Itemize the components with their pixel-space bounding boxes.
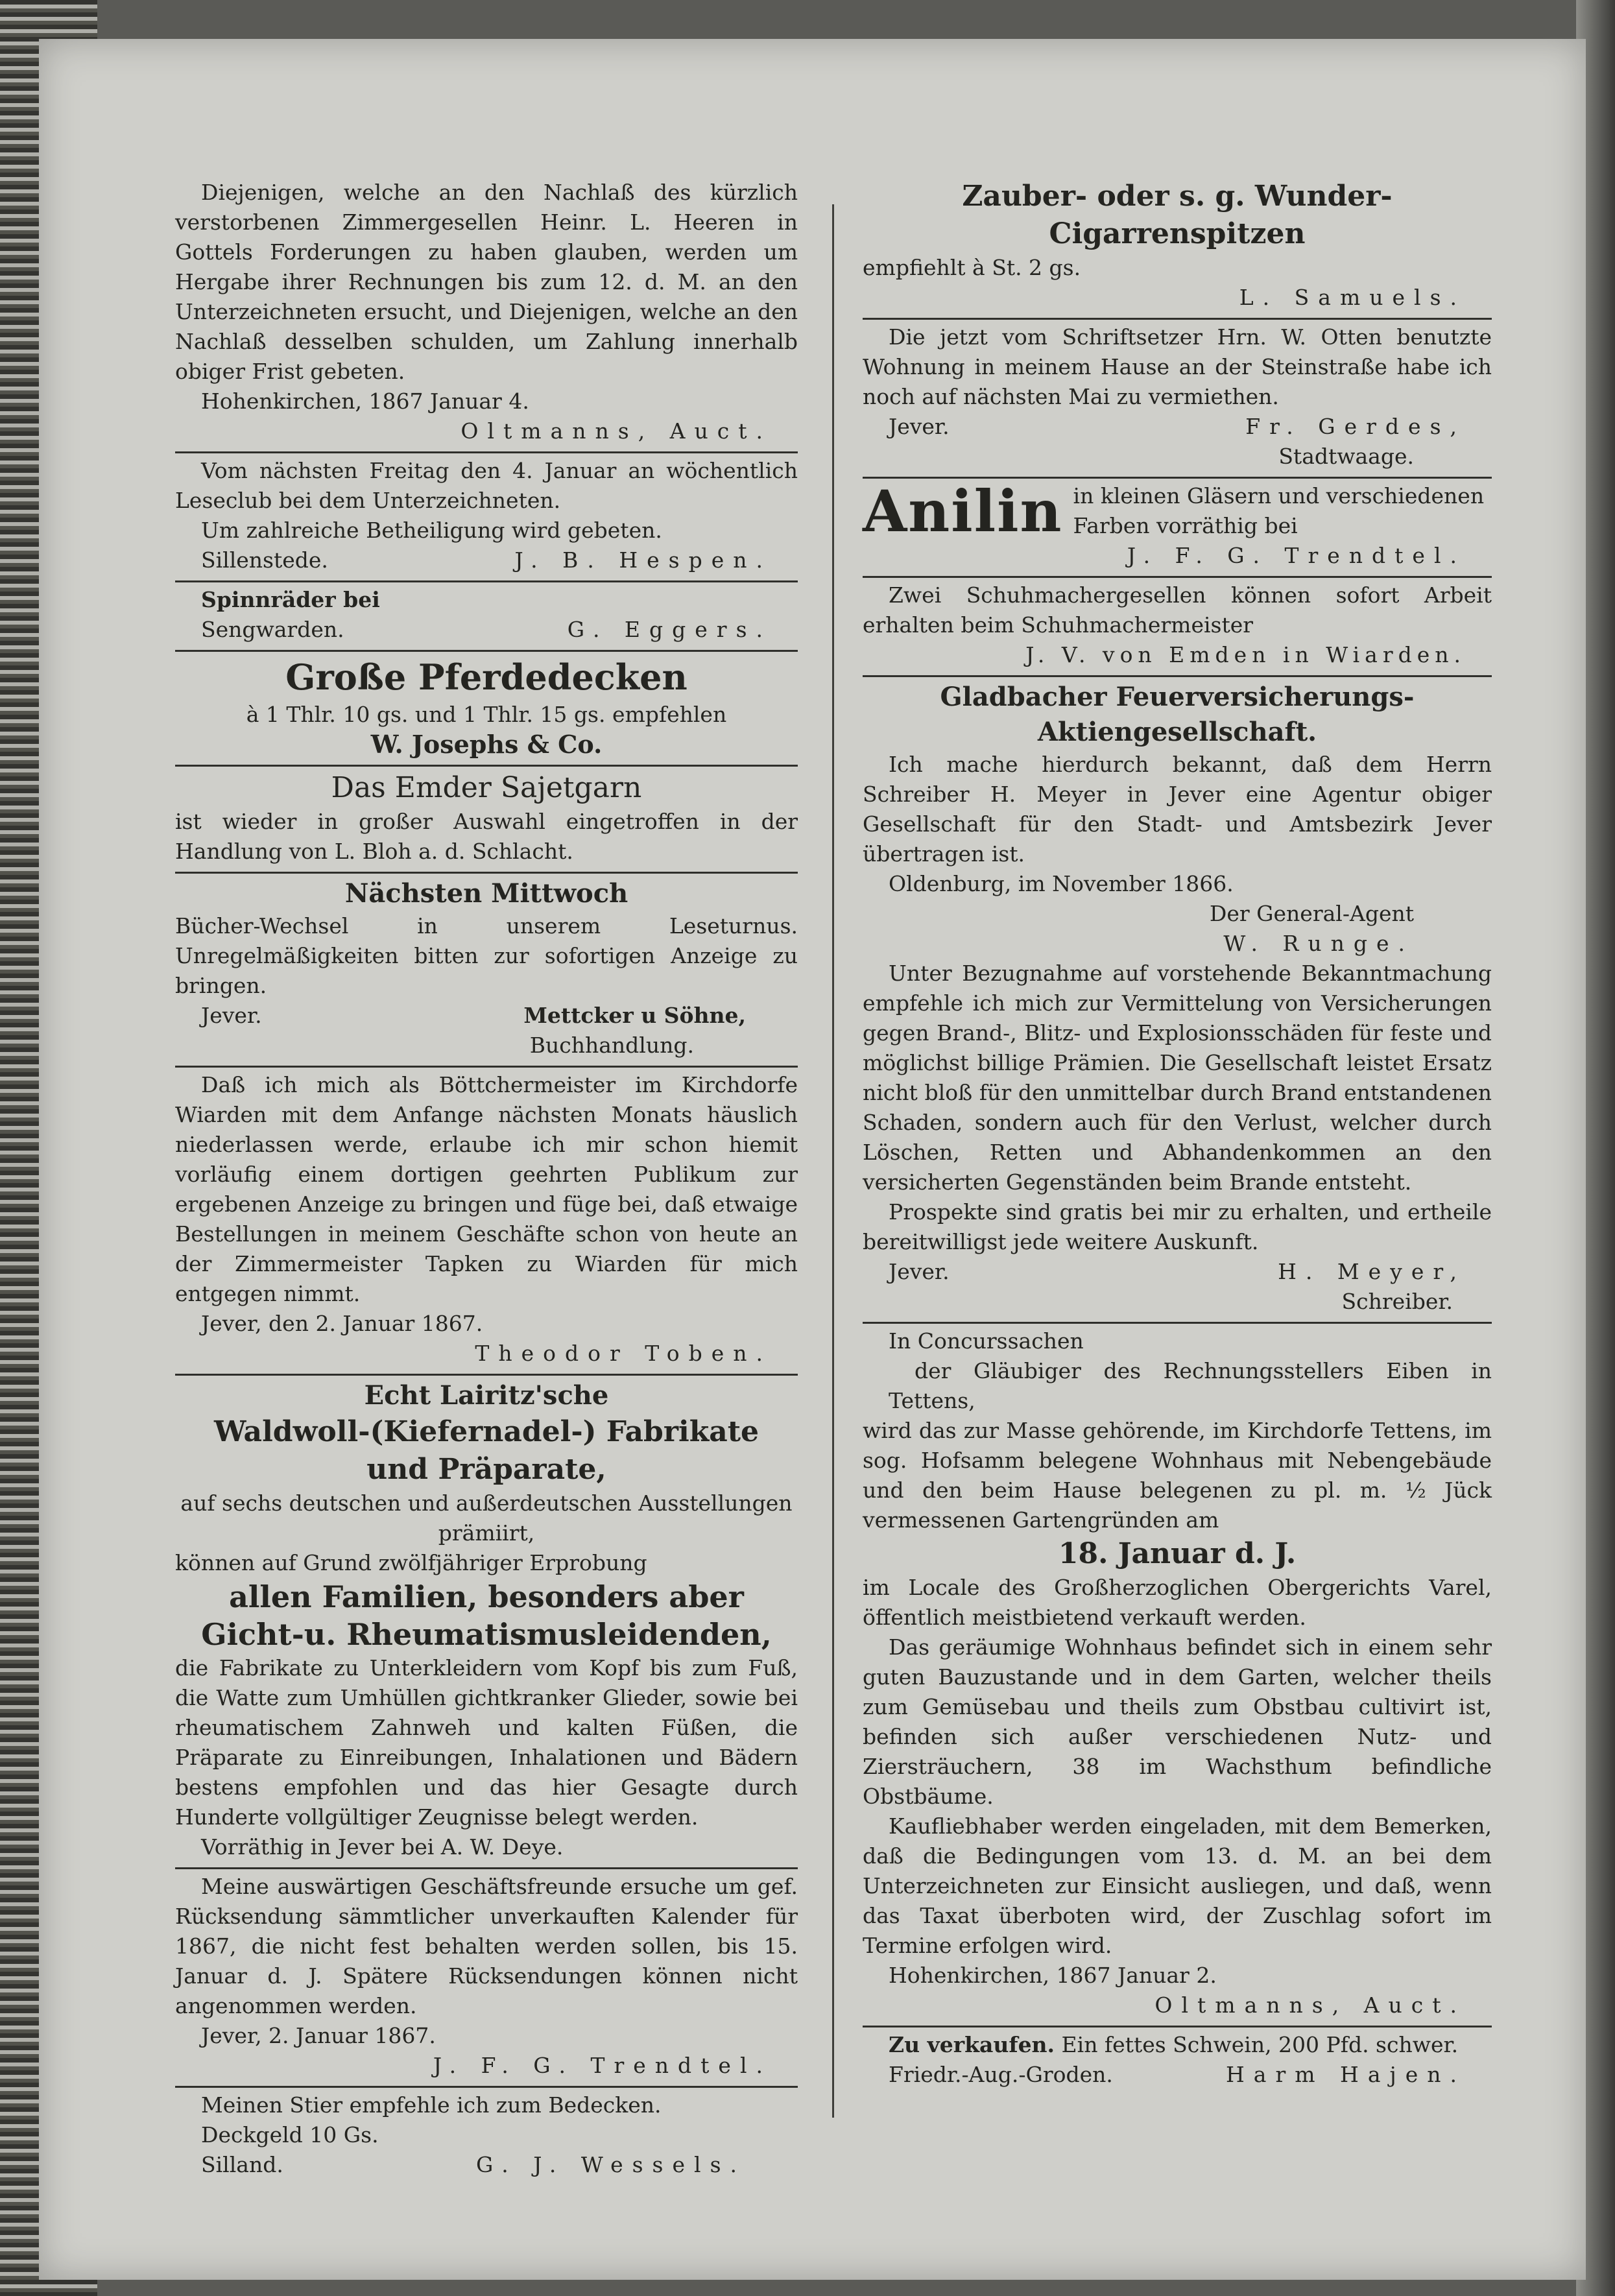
ad-text: Meinen Stier empfehle ich zum Bedecken. [201, 2092, 662, 2118]
ad-heading-2: Aktiengesellschaft. [1037, 717, 1317, 747]
ad-signer: Fr. Gerdes, [1245, 414, 1466, 439]
ad-text: Meine auswärtigen Geschäftsfreunde ersuche um gef. Rücksendung sämmtlicher unverkauften Kalender für 1867, die nicht fest behalten werden sollen, bis 15. Januar d. J. Spätere Rücksendungen können nicht angenommen werden. [175, 1874, 798, 2018]
ad-heading-4: allen Familien, besonders aber [229, 1579, 744, 1614]
ad-text: Vom nächsten Freitag den 4. Januar an wöchentlich Leseclub bei dem Unterzeichneten. [175, 458, 798, 513]
ad-text-2: Um zahlreiche Betheiligung wird gebeten. [201, 518, 662, 543]
ad-signer: W. Josephs & Co. [370, 730, 603, 759]
column-divider [832, 204, 834, 2118]
ad-text: ist wieder in großer Auswahl eingetroffen in der Handlung von L. Bloh a. d. Schlacht. [175, 809, 798, 864]
ad-text-4: im Locale des Großherzoglichen Obergerichts Varel, öffentlich meistbietend verkauft werden. [863, 1575, 1492, 1630]
ad-heading-5: Gicht-u. Rheumatismusleidenden, [201, 1617, 772, 1652]
ad-place: Jever. [889, 1259, 950, 1284]
ad-schwein [863, 2026, 1492, 2095]
ad-text-1: Ich mache hierdurch bekannt, daß dem Herrn Schreiber H. Meyer in Jever eine Agentur obiger Gesellschaft für den Stadt- und Amtsbezirk Jever übertragen ist. [863, 752, 1492, 867]
ad-text: Bücher-Wechsel in unserem Leseturnus. Unregelmäßigkeiten bitten zur sofortigen Anzeige zu bringen. [175, 913, 798, 998]
ad-text-3: Der General-Agent [1209, 901, 1414, 926]
ad-kalender-ruecksendung [175, 1867, 798, 2086]
ad-heeren-estate [175, 175, 798, 451]
ad-lairitz-waldwoll [175, 1374, 798, 1867]
ad-signer: J. B. Hespen. [514, 547, 772, 573]
ad-gladbacher-versicherung [863, 675, 1492, 1322]
ad-wohnung-vermiethen [863, 318, 1492, 477]
ad-place: Jever. [889, 414, 950, 439]
ad-place: Sengwarden. [201, 617, 344, 642]
ad-text-2: Deckgeld 10 Gs. [201, 2122, 379, 2147]
ad-mittwoch [175, 872, 798, 1066]
ad-text-4: Vorräthig in Jever bei A. W. Deye. [201, 1834, 564, 1860]
ad-text: Ein fettes Schwein, 200 Pfd. schwer. [1061, 2032, 1459, 2057]
ad-place-date: Jever, den 2. Januar 1867. [201, 1311, 483, 1336]
ad-text: à 1 Thlr. 10 gs. und 1 Thlr. 15 gs. empfehlen [246, 702, 727, 727]
ad-heading: Anilin [863, 477, 1063, 545]
ad-text-2: können auf Grund zwölfjähriger Erprobung [175, 1550, 647, 1575]
ad-heading: Das Emder Sajetgarn [331, 771, 642, 804]
ad-text-5: Unter Bezugnahme auf vorstehende Bekanntmachung empfehle ich mich zur Vermittelung von Versicherungen gegen Brand-, Blitz- und Explosionsschäden für feste und möglichst billige Prämien. Die Gesellschaft leistet Ersatz nicht bloß für den unmittelbar durch Brand entstandenen Schaden, sondern auch für den Verlust, welcher durch Löschen, Retten und Abhandenkommen an den versicherten Gegenständen beim Brande entsteht. [863, 961, 1492, 1195]
ad-place: Jever. [201, 1003, 262, 1028]
ad-text-4: W. Runge. [1223, 931, 1414, 956]
ad-text-6: Prospekte sind gratis bei mir zu erhalten, und ertheile bereitwilligst jede weitere Auskunft. [863, 1199, 1492, 1254]
ad-heading-2: Waldwoll-(Kiefernadel-) Fabrikate [213, 1415, 760, 1448]
ad-signer: G. Eggers. [567, 617, 772, 642]
ad-place-date: Jever, 2. Januar 1867. [201, 2023, 436, 2048]
left-column [175, 175, 798, 2185]
ad-schuhmachergesellen [863, 576, 1492, 675]
ad-text: Daß ich mich als Böttchermeister im Kirchdorfe Wiarden mit dem Anfange nächsten Monats häuslich niederlassen werde, erlaube ich mir schon hiemit vorläufig einem dortigen geehrten Publikum zur ergebenen Anzeige zu bringen und füge bei, daß etwaige Bestellungen in meinem Geschäfte schon von heute an der Zimmermeister Tapken zu Wiarden für mich entgegen nimmt. [175, 1072, 798, 1306]
ad-heading-3: und Präparate, [366, 1453, 606, 1486]
ad-signer: L. Samuels. [1239, 285, 1466, 310]
ad-heading-1: Gladbacher Feuerversicherungs- [940, 682, 1415, 712]
ad-text: Zwei Schuhmachergesellen können sofort Arbeit erhalten beim Schuhmachermeister [863, 582, 1492, 638]
ad-text-3: wird das zur Masse gehörende, im Kirchdorfe Tettens, im sog. Hofsamm belegene Wohnhaus mit Nebengebäude und den beim Hause belegenen zu pl. m. ½ Jück vermessenen Gartengründen am [863, 1418, 1492, 1533]
ad-text-6: Kaufliebhaber werden eingeladen, mit dem Bemerken, daß die Bedingungen vom 13. d. M. an bei dem Unterzeichneten zur Einsicht ausliegen, und daß, wenn das Taxat überboten wird, der Zuschlag sofort im Termine erfolgen wird. [863, 1813, 1492, 1958]
ad-text-5: Das geräumige Wohnhaus befindet sich in einem sehr guten Bauzustande und in dem Garten, welcher theils zum Gemüsebau und theils zum Obstbau cultivirt ist, befinden sich außer verschiedenen Nutz- und Ziersträuchern, 38 im Wachsthum befindliche Obstbäume. [863, 1634, 1492, 1809]
ad-anilin [863, 477, 1492, 576]
ad-signer-2: Stadtwaage. [1278, 444, 1414, 469]
ad-text: in kleinen Gläsern und verschiedenen Farben vorräthig bei [1073, 483, 1485, 538]
ad-signer: J. F. G. Trendtel. [433, 2053, 772, 2078]
ad-text-1: auf sechs deutschen und außerdeutschen Ausstellungen prämiirt, [180, 1490, 793, 1546]
ad-date: 18. Januar d. J. [1058, 1537, 1297, 1570]
ad-signer: Oltmanns, Auct. [1154, 1992, 1466, 2018]
ad-place: Silland. [201, 2152, 283, 2177]
ad-heading: Zu verkaufen. [889, 2032, 1055, 2057]
ad-signer: J. F. G. Trendtel. [1127, 543, 1466, 568]
ad-text: Spinnräder bei [201, 587, 380, 612]
ad-text: Die jetzt vom Schriftsetzer Hrn. W. Otten benutzte Wohnung in meinem Hause an der Steinstraße habe ich noch auf nächsten Mai zu vermiethen. [863, 324, 1492, 409]
ad-boettchermeister [175, 1066, 798, 1374]
ad-text: empfiehlt à St. 2 gs. [863, 255, 1081, 280]
ad-signer-2: Buchhandlung. [529, 1033, 694, 1058]
ad-spinnraeder [175, 580, 798, 650]
ad-heading-2: Cigarrenspitzen [1049, 217, 1306, 250]
ad-signer: Oltmanns, Auct. [461, 418, 772, 444]
ad-concurssachen [863, 1322, 1492, 2026]
ad-text-3: die Fabrikate zu Unterkleidern vom Kopf bis zum Fuß, die Watte zum Umhüllen gichtkranker Glieder, sowie bei rheumatischem Zahnweh und kalten Füßen, die Präparate zu Einreibungen, Inhalationen und Bädern bestens empfohlen und das hier Gesagte durch Hunderte vollgültiger Zeugnisse belegt werden. [175, 1655, 798, 1830]
ad-text-2: Oldenburg, im November 1866. [889, 871, 1234, 896]
ad-sajetgarn [175, 765, 798, 872]
ad-leseclub [175, 451, 798, 580]
ad-place: Sillenstede. [201, 547, 328, 573]
right-column [863, 175, 1492, 2095]
ad-heading: Nächsten Mittwoch [344, 878, 628, 909]
ad-place-date: Hohenkirchen, 1867 Januar 2. [889, 1963, 1217, 1988]
ad-heading-1: Zauber- oder s. g. Wunder- [962, 180, 1393, 213]
ad-heading: Große Pferdedecken [285, 656, 688, 698]
ad-text: Diejenigen, welche an den Nachlaß des kürzlich verstorbenen Zimmergesellen Heinr. L. Heeren in Gottels Forderungen zu haben glauben, werden um Hergabe ihrer Rechnungen bis zum 12. d. M. an den Unterzeichneten ersucht, und Diejenigen, welche an den Nachlaß desselben schulden, um Zahlung innerhalb obiger Frist gebeten. [175, 180, 798, 384]
ad-text-1: In Concurssachen [889, 1328, 1084, 1354]
ad-place-date: Hohenkirchen, 1867 Januar 4. [201, 389, 529, 414]
ad-signer-2: Schreiber. [1341, 1289, 1453, 1314]
ad-heading-1: Echt Lairitz'sche [364, 1380, 609, 1411]
ad-signer: Mettcker u Söhne, [523, 1003, 746, 1028]
ad-signer: Harm Hajen. [1226, 2062, 1466, 2087]
ad-signer: Theodor Toben. [475, 1341, 772, 1366]
ad-cigarrenspitzen [863, 175, 1492, 318]
ad-stier [175, 2086, 798, 2185]
ad-signer: J. V. von Emden in Wiarden. [1025, 642, 1466, 667]
ad-pferdedecken [175, 650, 798, 765]
ad-text-2: der Gläubiger des Rechnungsstellers Eiben in Tettens, [889, 1358, 1492, 1413]
ad-place: Friedr.-Aug.-Groden. [889, 2062, 1113, 2087]
ad-signer: H. Meyer, [1278, 1259, 1466, 1284]
ad-signer: G. J. Wessels. [476, 2152, 746, 2177]
